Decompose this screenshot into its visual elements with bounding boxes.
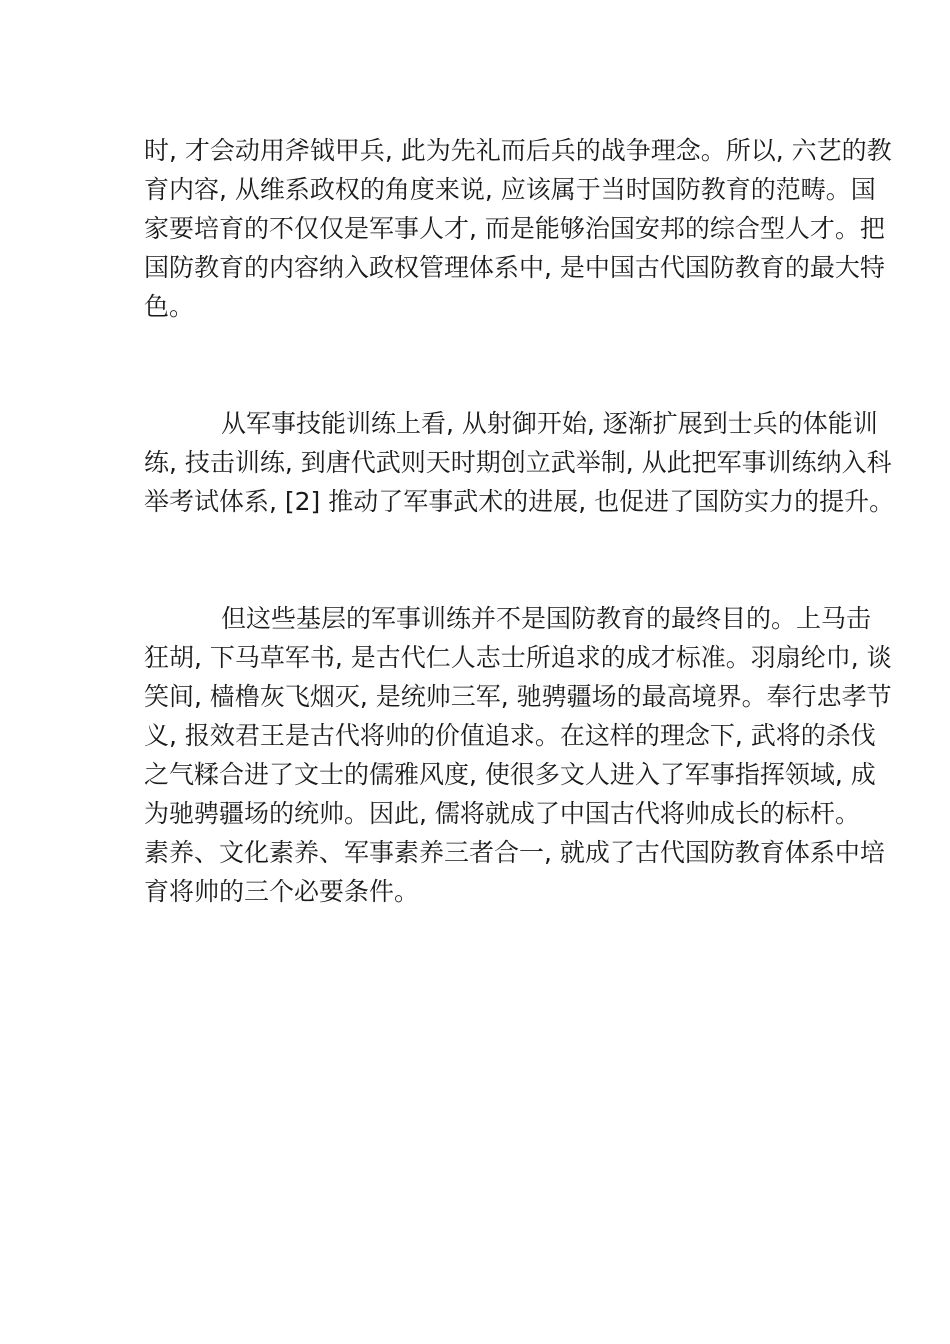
text-line: 笑间, 樯橹灰飞烟灭, 是统帅三军, 驰骋疆场的最高境界。奉行忠孝节 [144, 682, 892, 711]
text-line: 育将帅的三个必要条件。 [144, 877, 420, 906]
text-line: 但这些基层的军事训练并不是国防教育的最终目的。上马击 [221, 604, 872, 633]
text-line: 之气糅合进了文士的儒雅风度, 使很多文人进入了军事指挥领域, 成 [144, 760, 876, 789]
text-line: 为驰骋疆场的统帅。因此, 儒将就成了中国古代将帅成长的标杆。 [144, 799, 860, 828]
text-line: 举考试体系, [2] 推动了军事武术的进展, 也促进了国防实力的提升。 [144, 487, 895, 516]
text-line: 狂胡, 下马草军书, 是古代仁人志士所追求的成才标准。羽扇纶巾, 谈 [144, 643, 892, 672]
text-line: 育内容, 从维系政权的角度来说, 应该属于当时国防教育的范畴。国 [144, 175, 876, 204]
text-line: 从军事技能训练上看, 从射御开始, 逐渐扩展到士兵的体能训 [221, 409, 878, 438]
text-line: 练, 技击训练, 到唐代武则天时期创立武举制, 从此把军事训练纳入科 [144, 448, 892, 477]
text-line: 国防教育的内容纳入政权管理体系中, 是中国古代国防教育的最大特 [144, 253, 885, 282]
text-line: 家要培育的不仅仅是军事人才, 而是能够治国安邦的综合型人才。把 [144, 214, 885, 243]
text-line: 义, 报效君王是古代将帅的价值追求。在这样的理念下, 武将的杀伐 [144, 721, 876, 750]
text-line: 时, 才会动用斧钺甲兵, 此为先礼而后兵的战争理念。所以, 六艺的教 [144, 136, 892, 165]
text-line: 色。 [144, 292, 195, 321]
text-line: 素养、文化素养、军事素养三者合一, 就成了古代国防教育体系中培 [144, 838, 885, 867]
